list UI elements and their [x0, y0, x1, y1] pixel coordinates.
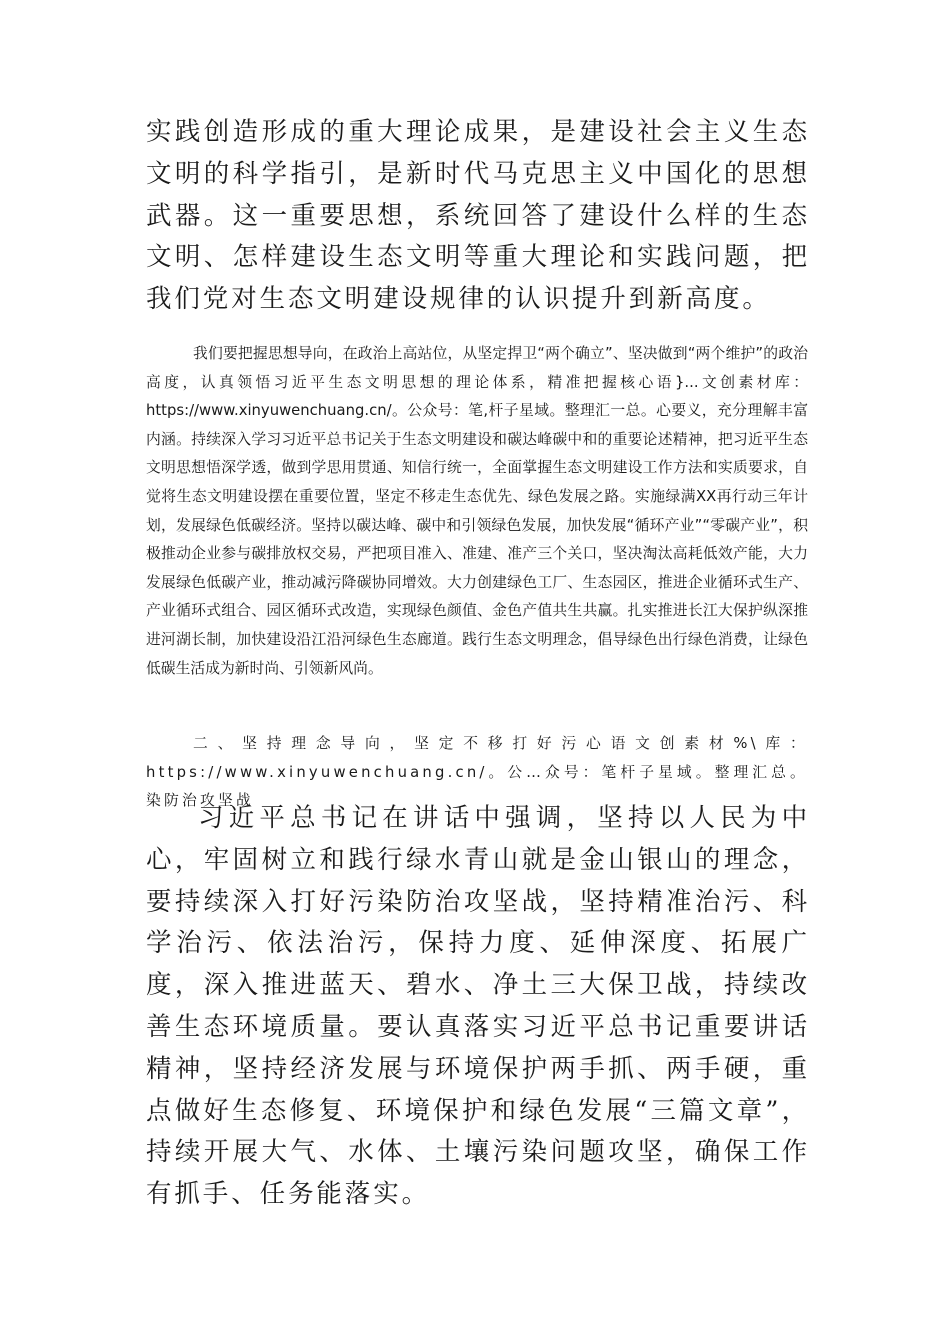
paragraph-theory-summary: 实践创造形成的重大理论成果，是建设社会主义生态文明的科学指引，是新时代马克思主义中国化的思想武器。这一重要思想，系统回答了建设什么样的生态文明、怎样建设生态文明等重大理论和实践问题，把我们党对生态文明建设规律的认识提升到新高度。: [146, 117, 810, 315]
section-heading-pollution-control: 二、坚持理念导向，坚定不移打好污心语文创素材%\库：https://www.xinyuwenchuang.cn/。公…众号：笔杆子星域。整理汇总。染防治攻坚战: [146, 735, 808, 810]
paragraph-ideological-guidance: 我们要把握思想导向，在政治上高站位，从坚定捍卫“两个确立”、坚决做到“两个维护”的政治高度，认真领悟习近平生态文明思想的理论体系，精准把握核心语}...文创素材库：https://www.xinyuwenchuang.cn/。公众号：笔,杆子星域。整理汇一总。心要义，充分理解丰富内涵。持续深入学习习近平总书记关于生态文明建设和碳达峰碳中和的重要论述精神，把习近平生态文明思想悟深学透，做到学思用贯通、知信行统一，全面掌握生态文明建设工作方法和实质要求，自觉将生态文明建设摆在重要位置，坚定不移走生态优先、绿色发展之路。实施绿满XX再行动三年计划，发展绿色低碳经济。坚持以碳达峰、碳中和引领绿色发展，加快发展“循环产业”“零碳产业”，积极推动企业参与碳排放权交易，严把项目准入、准建、准产三个关口，坚决淘汰高耗低效产能，大力发展绿色低碳产业，推动减污降碳协同增效。大力创建绿色工厂、生态园区，推进企业循环式生产、产业循环式组合、园区循环式改造，实现绿色颜值、金色产值共生共赢。扎实推进长江大保护纵深推进河湖长制，加快建设沿江沿河绿色生态廊道。践行生态文明理念，倡导绿色出行绿色消费，让绿色低碳生活成为新时尚、引领新风尚。: [146, 345, 808, 677]
paragraph-pollution-prevention: 习近平总书记在讲话中强调，坚持以人民为中心，牢固树立和践行绿水青山就是金山银山的理念，要持续深入打好污染防治攻坚战，坚持精准治污、科学治污、依法治污，保持力度、延伸深度、拓展广度，深入推进蓝天、碧水、净土三大保卫战，持续改善生态环境质量。要认真落实习近平总书记重要讲话精神，坚持经济发展与环境保护两手抓、两手硬，重点做好生态修复、环境保护和绿色发展“三篇文章”，持续开展大气、水体、土壤污染问题攻坚，确保工作有抓手、任务能落实。: [146, 803, 810, 1210]
